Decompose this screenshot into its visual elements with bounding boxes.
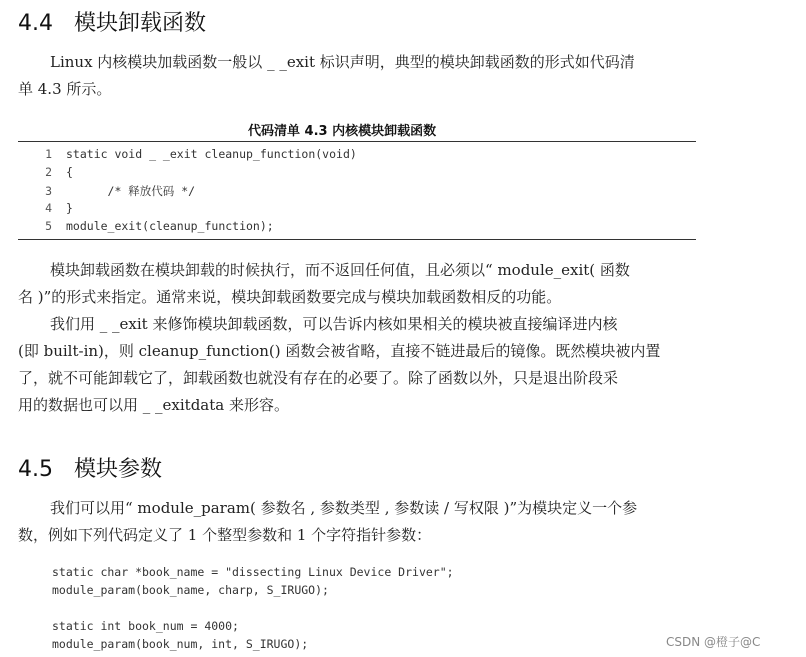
listing-line	[32, 147, 357, 161]
listing-line	[32, 201, 73, 215]
code-text: module_exit(cleanup_function);	[66, 219, 274, 233]
section-title: 模块参数	[74, 457, 163, 482]
param-intro-line-2: 数，例如下列代码定义了 1 个整型参数和 1 个字符指针参数：	[18, 526, 432, 544]
code-line: module_param(book_num, int, S_IRUGO);	[52, 637, 309, 651]
code-text: }	[66, 201, 73, 215]
listing-bottom-rule	[18, 239, 696, 240]
line-number: 3	[45, 184, 52, 198]
section-heading-4-5	[18, 452, 162, 483]
section-heading-4-4	[18, 6, 206, 37]
code-line: static char *book_name = "dissecting Linux Device Driver";	[52, 565, 454, 579]
code-line: module_param(book_name, charp, S_IRUGO);	[52, 583, 329, 597]
para3-line-3: 了，就不可能卸载它了，卸载函数也就没有存在的必要了。除了函数以外，只是退出阶段采	[18, 369, 619, 387]
line-number: 4	[45, 201, 52, 215]
code-text: {	[66, 165, 73, 179]
code-text: static void _ _exit cleanup_function(void)	[66, 147, 357, 161]
intro-line-1: Linux 内核模块加载函数一般以 _ _exit 标识声明，典型的模块卸载函数的形式如代码清	[50, 53, 635, 71]
para3-line-4: 用的数据也可以用 _ _exitdata 来形容。	[18, 396, 289, 414]
para3-line-1: 我们用 _ _exit 来修饰模块卸载函数，可以告诉内核如果相关的模块被直接编译进内核	[50, 315, 618, 333]
listing-caption: 代码清单 4.3 内核模块卸载函数	[248, 124, 437, 139]
para2-line-2: 名 )”的形式来指定。通常来说，模块卸载函数要完成与模块加载函数相反的功能。	[18, 288, 562, 306]
section-number: 4.5	[18, 457, 53, 482]
code-text: /* 释放代码 */	[66, 184, 196, 198]
section-title: 模块卸载函数	[74, 11, 207, 36]
intro-line-2: 单 4.3 所示。	[18, 80, 112, 98]
param-intro-line-1: 我们可以用“ module_param( 参数名 , 参数类型 , 参数读 / 写权限 )”为模块定义一个参	[50, 499, 638, 517]
csdn-watermark: CSDN @橙子@C	[666, 635, 761, 649]
section-number: 4.4	[18, 11, 53, 36]
line-number: 2	[45, 165, 52, 179]
para2-line-1: 模块卸载函数在模块卸载的时候执行，而不返回任何值，且必须以“ module_exit( 函数	[50, 261, 630, 279]
listing-line	[32, 219, 274, 233]
listing-top-rule	[18, 141, 696, 142]
line-number: 5	[45, 219, 52, 233]
line-number: 1	[45, 147, 52, 161]
listing-line	[32, 183, 195, 199]
para3-line-2: (即 built-in)，则 cleanup_function() 函数会被省略，直接不链进最后的镜像。既然模块被内置	[18, 342, 661, 360]
code-line: static int book_num = 4000;	[52, 619, 239, 633]
listing-line	[32, 165, 73, 179]
